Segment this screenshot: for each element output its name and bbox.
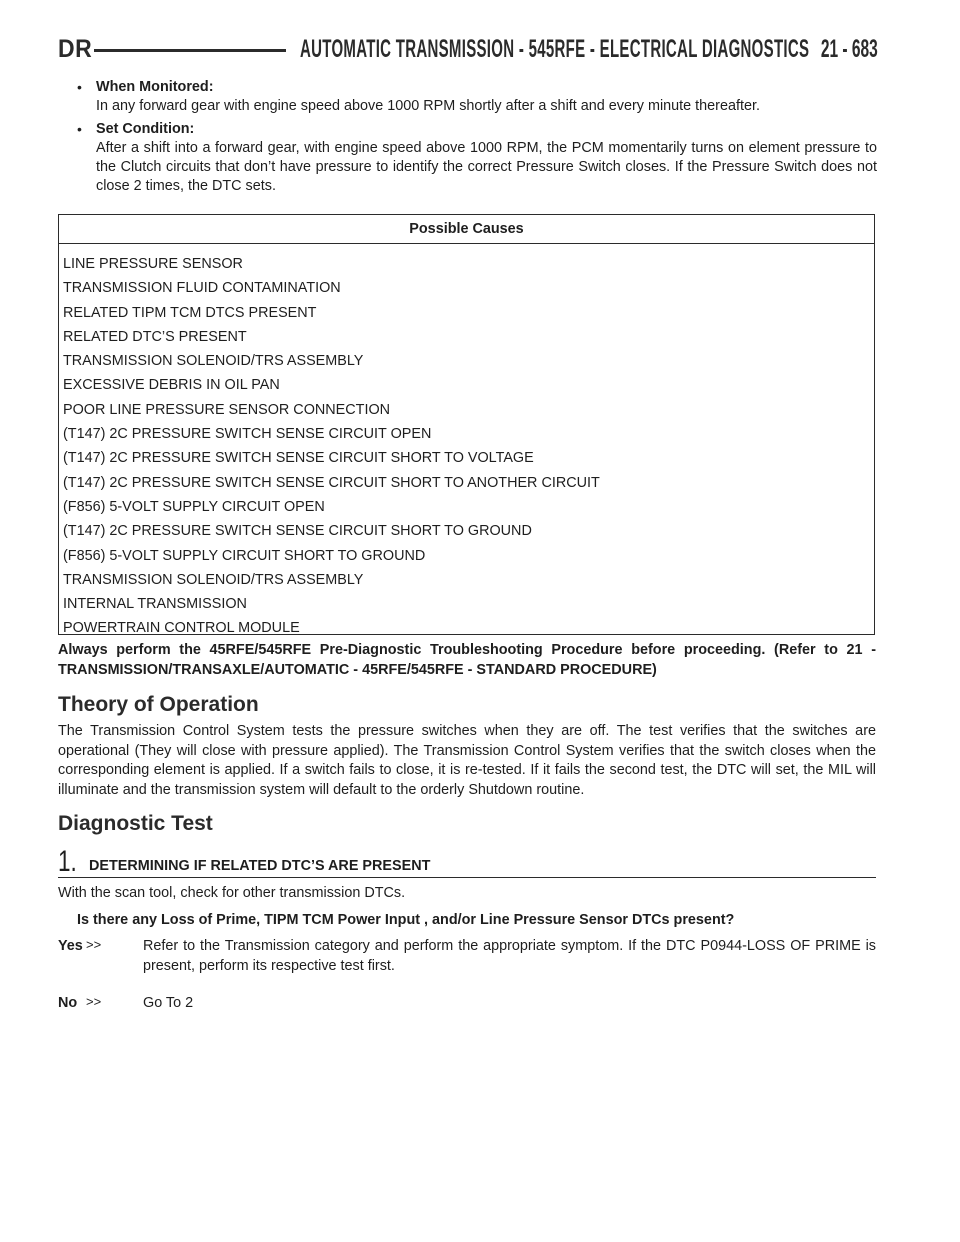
theory-paragraph: The Transmission Control System tests the pressure switches when they are off. The test verifies that the switches are operational (They will close with pressure applied). The Transmission Control System verifies that the switch closes when the corresponding element is applied. If a switch fails to close, it is re-tested. If it fails the second test, the DTC will set, the MIL will illuminate and the transmission system will default to the orderly Shutdown routine. (58, 723, 876, 798)
answer-no-label: No (58, 995, 78, 1011)
answer-yes (58, 937, 876, 976)
answer-no (58, 994, 876, 1014)
bullet-title: Set Condition: (96, 121, 195, 137)
cause-item: RELATED TIPM TCM DTCS PRESENT (63, 304, 317, 321)
step-number: 1. (58, 845, 77, 878)
possible-causes-heading: Possible Causes (59, 215, 874, 244)
page-header (58, 34, 878, 74)
cause-item: RELATED DTC’S PRESENT (63, 328, 247, 345)
when-monitored-item (77, 78, 877, 116)
bullet-title: When Monitored: (96, 79, 214, 95)
go-to-step-2-link[interactable]: Go To 2 (143, 995, 194, 1011)
theory-heading: Theory of Operation (58, 693, 259, 716)
bullet-text: In any forward gear with engine speed above 1000 RPM shortly after a shift and every minute thereafter. (96, 98, 760, 114)
bullet-text: After a shift into a forward gear, with engine speed above 1000 RPM, the PCM momentarily turns on element pressure to the Clutch circuits that don’t have pressure to identify the correct Pressure Switch closes. If the Pressure Switch does not close 2 times, the DTC sets. (96, 140, 877, 194)
cause-item: TRANSMISSION FLUID CONTAMINATION (63, 280, 341, 297)
step-1-header (58, 846, 876, 878)
page-number: 21 - 683 (821, 35, 878, 63)
header-title: AUTOMATIC TRANSMISSION - 545RFE - ELECTRICAL DIAGNOSTICS (300, 35, 810, 63)
arrow-icon: >> (86, 994, 102, 1009)
set-condition-item (77, 120, 877, 196)
step-question: Is there any Loss of Prime, TIPM TCM Power Input , and/or Line Pressure Sensor DTCs present? (77, 912, 735, 928)
cause-item: (F856) 5-VOLT SUPPLY CIRCUIT OPEN (63, 498, 325, 515)
step-instruction: With the scan tool, check for other transmission DTCs. (58, 885, 406, 901)
possible-causes-table (58, 214, 875, 635)
bullet-icon: • (77, 121, 82, 137)
header-rule (94, 49, 286, 52)
cause-item: (F856) 5-VOLT SUPPLY CIRCUIT SHORT TO GROUND (63, 547, 426, 564)
cause-item: POOR LINE PRESSURE SENSOR CONNECTION (63, 401, 391, 418)
cause-item: (T147) 2C PRESSURE SWITCH SENSE CIRCUIT SHORT TO GROUND (63, 523, 532, 540)
diagnostic-heading: Diagnostic Test (58, 812, 213, 835)
step-title: DETERMINING IF RELATED DTC’S ARE PRESENT (89, 858, 431, 874)
cause-item: TRANSMISSION SOLENOID/TRS ASSEMBLY (63, 571, 364, 588)
answer-yes-text: Refer to the Transmission category and perform the appropriate symptom. If the DTC P0944-LOSS OF PRIME is present, perform its respective test first. (143, 938, 876, 974)
pre-diagnostic-warning: Always perform the 45RFE/545RFE Pre-Diagnostic Troubleshooting Procedure before proceeding. (Refer to 21 - TRANSMISSION/TRANSAXLE/AUTOMATIC - 45RFE/545RFE - STANDARD PROCEDURE) (58, 642, 876, 678)
cause-item: POWERTRAIN CONTROL MODULE (63, 620, 300, 637)
cause-item: EXCESSIVE DEBRIS IN OIL PAN (63, 377, 280, 394)
cause-item: LINE PRESSURE SENSOR (63, 256, 243, 272)
cause-item: (T147) 2C PRESSURE SWITCH SENSE CIRCUIT SHORT TO ANOTHER CIRCUIT (63, 474, 600, 491)
arrow-icon: >> (86, 937, 102, 952)
model-code: DR (58, 35, 93, 63)
cause-item: (T147) 2C PRESSURE SWITCH SENSE CIRCUIT SHORT TO VOLTAGE (63, 450, 534, 467)
bullet-icon: • (77, 79, 82, 95)
cause-item: INTERNAL TRANSMISSION (63, 596, 247, 613)
answer-yes-label: Yes (58, 938, 83, 954)
monitor-conditions (77, 78, 877, 200)
possible-causes-list (59, 244, 874, 641)
cause-item: (T147) 2C PRESSURE SWITCH SENSE CIRCUIT OPEN (63, 426, 432, 443)
cause-item: TRANSMISSION SOLENOID/TRS ASSEMBLY (63, 353, 364, 370)
